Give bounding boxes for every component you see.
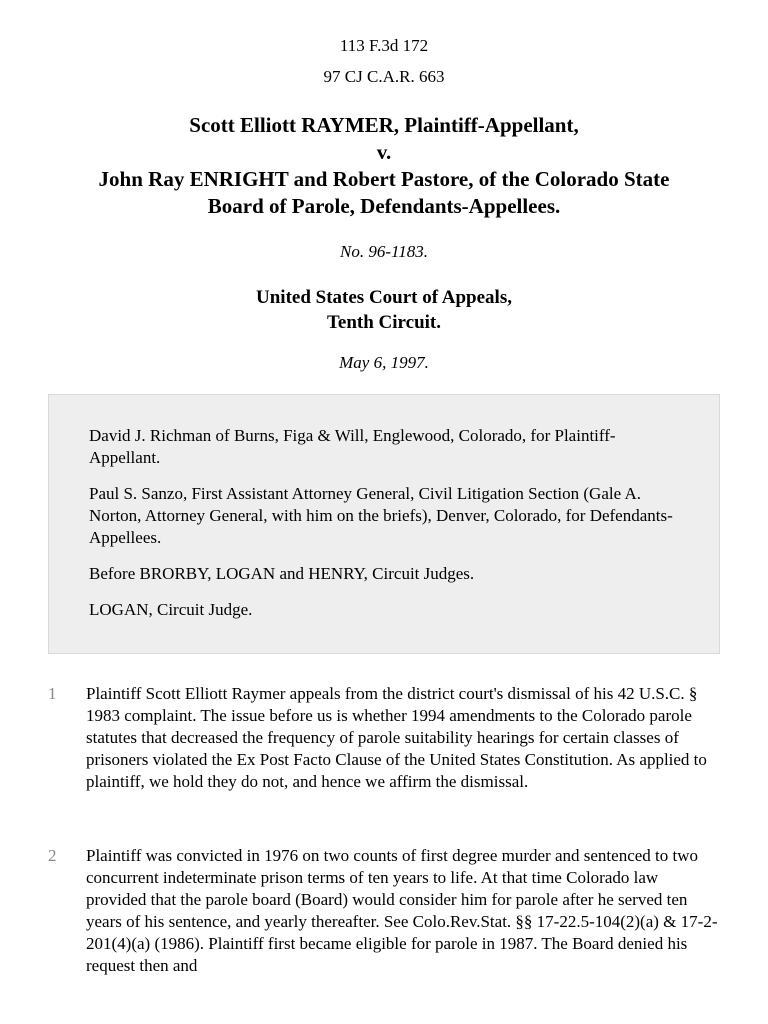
decision-date: May 6, 1997. bbox=[339, 353, 429, 372]
court-name-line1: United States Court of Appeals, bbox=[256, 287, 512, 308]
docket-number: No. 96-1183. bbox=[340, 242, 428, 261]
caption-plaintiff: Scott Elliott RAYMER, Plaintiff-Appellant, bbox=[189, 113, 579, 137]
authoring-judge: LOGAN, Circuit Judge. bbox=[89, 600, 253, 619]
court-name-line2: Tenth Circuit. bbox=[326, 312, 442, 333]
opinion-paragraph bbox=[48, 845, 720, 977]
reporter-citation: 113 F.3d 172 bbox=[339, 36, 429, 55]
case-caption bbox=[0, 112, 768, 220]
caption-defendants-line1: John Ray ENRIGHT and Robert Pastore, of the Colorado State bbox=[98, 167, 670, 191]
caption-defendants-line2: Board of Parole, Defendants-Appellees. bbox=[207, 194, 561, 218]
reporter-citation-secondary: 97 CJ C.A.R. 663 bbox=[323, 67, 445, 86]
court-name bbox=[0, 285, 768, 335]
counsel-appellant: David J. Richman of Burns, Figa & Will, Englewood, Colorado, for Plaintiff-Appellant. bbox=[89, 426, 616, 467]
counsel-appellees: Paul S. Sanzo, First Assistant Attorney General, Civil Litigation Section (Gale A. Norton, Attorney General, with him on the briefs), Denver, Colorado, for Defendants-Appellees. bbox=[89, 484, 673, 547]
paragraph-text: Plaintiff Scott Elliott Raymer appeals from the district court's dismissal of his 42 U.S.C. § 1983 complaint. The issue before us is whether 1994 amendments to the Colorado parole statutes that decreased the frequency of parole suitability hearings for certain classes of prisoners violated the Ex Post Facto Clause of the United States Constitution. As applied to plaintiff, we hold they do not, and hence we affirm the dismissal. bbox=[86, 684, 707, 791]
paragraph-text: Plaintiff was convicted in 1976 on two counts of first degree murder and sentenced to two concurrent indeterminate prison terms of ten years to life. At that time Colorado law provided that the parole board (Board) would consider him for parole after he served ten years of his sentence, and yearly thereafter. See Colo.Rev.Stat. §§ 17-22.5-104(2)(a) & 17-2-201(4)(a) (1986). Plaintiff first became eligible for parole in 1987. The Board denied his request then and bbox=[86, 846, 718, 975]
caption-versus: v. bbox=[376, 140, 392, 164]
counsel-box bbox=[48, 394, 720, 654]
opinion-paragraph bbox=[48, 683, 720, 793]
paragraph-number: 1 bbox=[48, 684, 57, 703]
panel-judges: Before BRORBY, LOGAN and HENRY, Circuit Judges. bbox=[89, 564, 475, 583]
paragraph-number: 2 bbox=[48, 846, 57, 865]
